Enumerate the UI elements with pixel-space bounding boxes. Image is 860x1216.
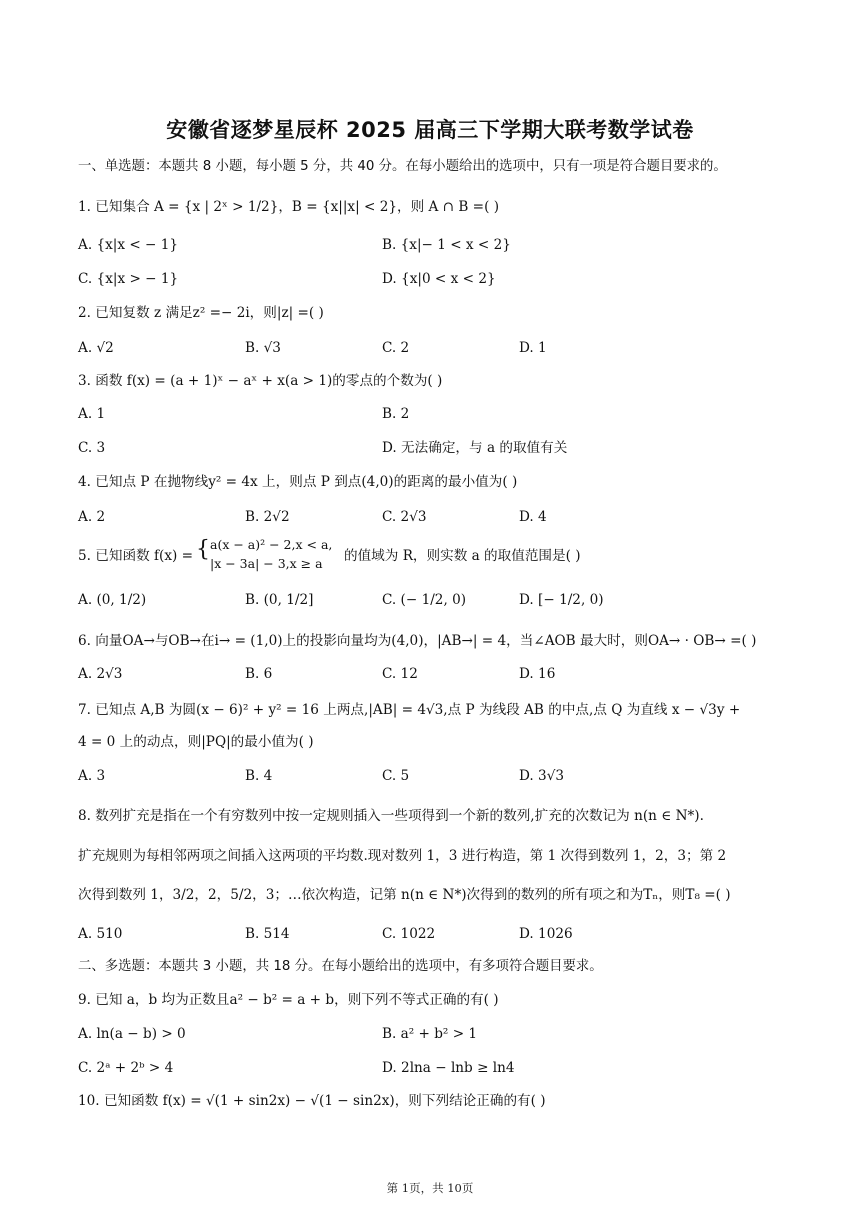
question-1-option-d: D. {x|0 < x < 2} [382,271,496,287]
question-6-stem: 6. 向量OA→与OB→在i→ = (1,0)上的投影向量均为(4,0)，|AB→| = 4，当∠AOB 最大时，则OA→ · OB→ =( ) [78,633,757,649]
piecewise-brace: { [196,537,210,562]
question-6-option-c: C. 12 [382,666,418,682]
question-1-option-b: B. {x|− 1 < x < 2} [382,237,511,253]
question-8-stem-line-2: 扩充规则为每相邻两项之间插入这两项的平均数.现对数列 1，3 进行构造，第 1 次得到数列 1，2，3；第 2 [78,848,727,864]
question-9-stem: 9. 已知 a，b 均为正数且a² − b² = a + b，则下列不等式正确的有( ) [78,992,499,1008]
question-7-option-b: B. 4 [245,768,273,784]
question-2-option-a: A. √2 [78,340,114,356]
page-footer: 第 1页，共 10页 [386,1181,474,1195]
question-5-stem-prefix: 5. 已知函数 f(x) = [78,548,194,564]
question-3-option-c: C. 3 [78,440,106,456]
page-title: 安徽省逐梦星辰杯 2025 届高三下学期大联考数学试卷 [166,118,694,142]
question-8-option-d: D. 1026 [519,926,573,942]
question-7-stem-line-1: 7. 已知点 A,B 为圆(x − 6)² + y² = 16 上两点,|AB| = 4√3,点 P 为线段 AB 的中点,点 Q 为直线 x − √3y + [78,702,741,718]
question-5-stem-suffix: 的值域为 R，则实数 a 的取值范围是( ) [344,548,581,564]
question-5-option-b: B. (0, 1/2] [245,592,314,608]
question-9-option-d: D. 2lna − lnb ≥ ln4 [382,1060,515,1076]
question-1-stem: 1. 已知集合 A = {x | 2ˣ > 1/2}，B = {x||x| < 2}，则 A ∩ B =( ) [78,199,499,215]
question-1-option-a: A. {x|x < − 1} [78,237,179,253]
question-2-option-c: C. 2 [382,340,410,356]
section-multi-choice-header: 二、多选题：本题共 3 小题，共 18 分。在每小题给出的选项中，有多项符合题目要求。 [78,959,603,974]
question-7-option-c: C. 5 [382,768,410,784]
question-3-option-d: D. 无法确定，与 a 的取值有关 [382,440,568,456]
question-9-option-a: A. ln(a − b) > 0 [78,1026,186,1042]
question-2-stem: 2. 已知复数 z 满足z² =− 2i，则|z| =( ) [78,305,324,321]
question-2-option-b: B. √3 [245,340,281,356]
question-5-piece-2: |x − 3a| − 3,x ≥ a [210,556,323,571]
question-7-stem-line-2: 4 = 0 上的动点，则|PQ|的最小值为( ) [78,734,314,750]
question-4-option-c: C. 2√3 [382,509,427,525]
question-7-option-d: D. 3√3 [519,768,565,784]
question-8-option-c: C. 1022 [382,926,436,942]
question-8-stem-line-1: 8. 数列扩充是指在一个有穷数列中按一定规则插入一些项得到一个新的数列,扩充的次数记为 n(n ∈ N*). [78,808,704,824]
question-9-option-c: C. 2ᵃ + 2ᵇ > 4 [78,1060,174,1076]
question-8-option-b: B. 514 [245,926,290,942]
question-5-option-c: C. (− 1/2, 0) [382,592,467,608]
question-6-option-b: B. 6 [245,666,273,682]
question-1-option-c: C. {x|x > − 1} [78,271,179,287]
question-10-stem: 10. 已知函数 f(x) = √(1 + sin2x) − √(1 − sin2x)，则下列结论正确的有( ) [78,1093,546,1109]
question-7-option-a: A. 3 [78,768,106,784]
question-4-option-a: A. 2 [78,509,106,525]
question-3-option-b: B. 2 [382,406,410,422]
question-4-option-d: D. 4 [519,509,547,525]
question-8-option-a: A. 510 [78,926,123,942]
question-6-option-a: A. 2√3 [78,666,123,682]
question-5-option-a: A. (0, 1/2) [78,592,147,608]
question-6-option-d: D. 16 [519,666,556,682]
question-5-option-d: D. [− 1/2, 0) [519,592,604,608]
question-3-stem: 3. 函数 f(x) = (a + 1)ˣ − aˣ + x(a > 1)的零点的个数为( ) [78,373,443,389]
question-4-option-b: B. 2√2 [245,509,290,525]
question-2-option-d: D. 1 [519,340,547,356]
section-single-choice-header: 一、单选题：本题共 8 小题，每小题 5 分，共 40 分。在每小题给出的选项中，只有一项是符合题目要求的。 [78,159,727,174]
question-5-piece-1: a(x − a)² − 2,x < a, [210,537,333,552]
question-4-stem: 4. 已知点 P 在抛物线y² = 4x 上，则点 P 到点(4,0)的距离的最小值为( ) [78,474,518,490]
question-3-option-a: A. 1 [78,406,106,422]
question-9-option-b: B. a² + b² > 1 [382,1026,478,1042]
question-8-stem-line-3: 次得到数列 1，3/2，2，5/2，3；…依次构造，记第 n(n ∈ N*)次得到的数列的所有项之和为Tₙ，则T₈ =( ) [78,887,731,903]
